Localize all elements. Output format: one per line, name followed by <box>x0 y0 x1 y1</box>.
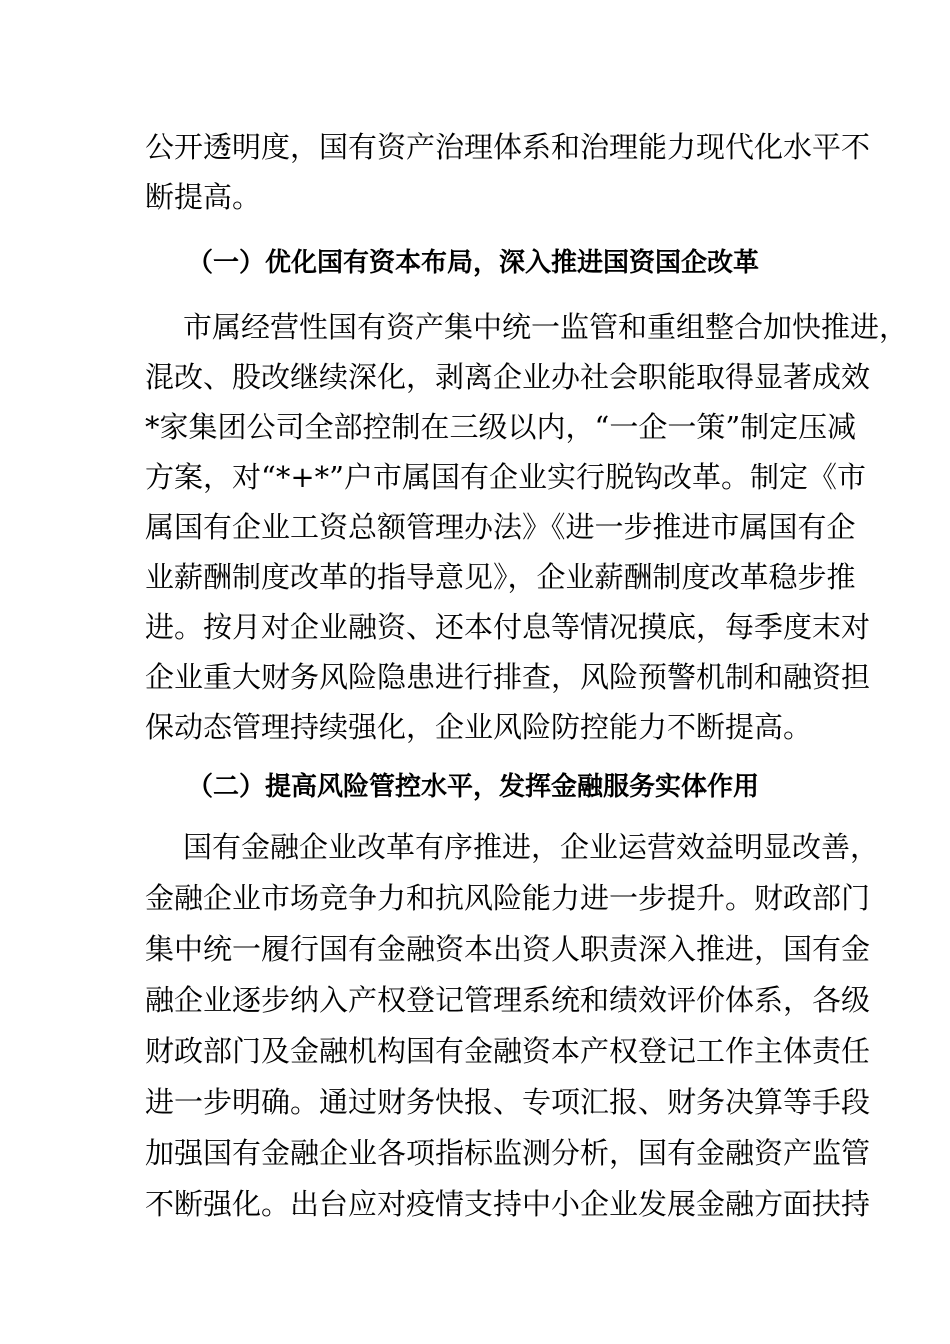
section-1-line: 进。按月对企业融资、还本付息等情况摸底，每季度末对 <box>145 610 871 644</box>
section-1-line: 属国有企业工资总额管理办法》《进一步推进市属国有企 <box>145 510 856 544</box>
intro-line-2: 断提高。 <box>145 180 262 214</box>
section-1-line: 业薪酬制度改革的指导意见》，企业薪酬制度改革稳步推 <box>145 560 856 594</box>
section-1-line: 市属经营性国有资产集中统一监管和重组整合加快推进， <box>183 310 909 344</box>
section-1-line: 混改、股改继续深化，剥离企业办社会职能取得显著成效 <box>145 360 871 394</box>
section-1-line: 企业重大财务风险隐患进行排查，风险预警机制和融资担 <box>145 660 871 694</box>
section-2-line: 财政部门及金融机构国有金融资本产权登记工作主体责任 <box>145 1034 871 1068</box>
section-2-heading: （二）提高风险管控水平，发挥金融服务实体作用 <box>187 772 760 802</box>
section-1-heading: （一）优化国有资本布局，深入推进国资国企改革 <box>187 248 760 278</box>
section-2-line: 加强国有金融企业各项指标监测分析，国有金融资产监管 <box>145 1136 871 1170</box>
section-1-line: 方案，对“*+*”户市属国有企业实行脱钩改革。制定《市 <box>145 460 866 494</box>
section-2-line: 融企业逐步纳入产权登记管理系统和绩效评价体系，各级 <box>145 983 871 1017</box>
section-2-line: 集中统一履行国有金融资本出资人职责深入推进，国有金 <box>145 932 871 966</box>
section-2-line: 不断强化。出台应对疫情支持中小企业发展金融方面扶持 <box>145 1187 871 1221</box>
section-2-line: 金融企业市场竞争力和抗风险能力进一步提升。财政部门 <box>145 881 871 915</box>
section-2-line: 进一步明确。通过财务快报、专项汇报、财务决算等手段 <box>145 1085 871 1119</box>
section-2-line: 国有金融企业改革有序推进，企业运营效益明显改善， <box>183 830 880 864</box>
intro-line-1: 公开透明度，国有资产治理体系和治理能力现代化水平不 <box>145 130 871 164</box>
section-1-line: *家集团公司全部控制在三级以内，“一企一策”制定压减 <box>145 410 857 444</box>
section-1-line: 保动态管理持续强化，企业风险防控能力不断提高。 <box>145 710 813 744</box>
